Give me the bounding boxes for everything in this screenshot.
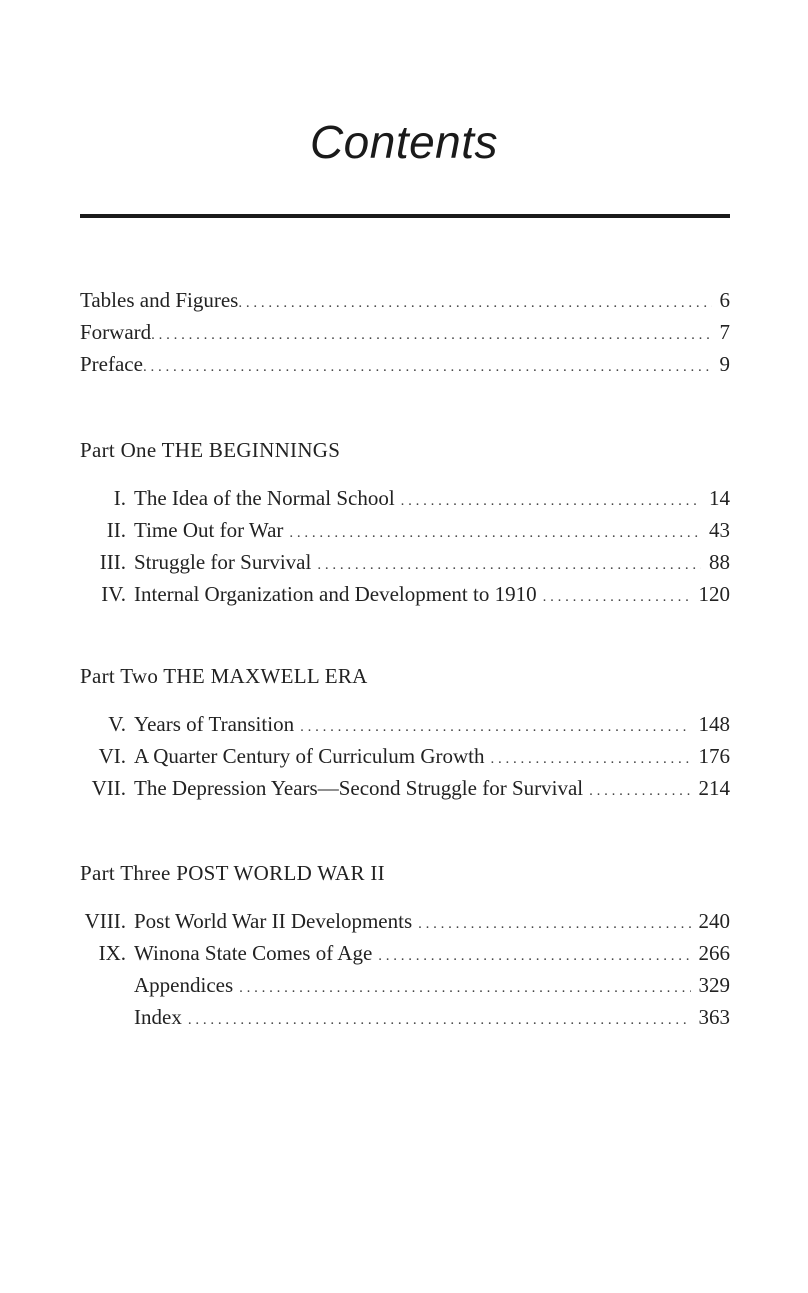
toc-entry-chapter-7[interactable] <box>80 772 730 804</box>
toc-entry-chapter-5[interactable] <box>80 708 730 740</box>
entry-page: 363 <box>698 1005 730 1029</box>
dot-leader <box>300 711 690 743</box>
entry-label: Preface <box>80 352 143 376</box>
entry-label: Post World War II Developments <box>134 909 413 933</box>
entry-label: Years of Transition <box>134 712 295 736</box>
entry-page: 88 <box>709 550 730 574</box>
chapter-number: VI. <box>98 744 126 768</box>
part-one-chapters <box>80 482 730 610</box>
toc-entry-chapter-3[interactable] <box>80 546 730 578</box>
toc-entry-chapter-1[interactable] <box>80 482 730 514</box>
entry-label: Time Out for War <box>134 518 284 542</box>
part-one-heading: Part One THE BEGINNINGS <box>80 438 341 462</box>
dot-leader <box>317 549 701 581</box>
entry-label: Forward <box>80 320 152 344</box>
entry-page: 176 <box>698 744 730 768</box>
dot-leader <box>589 775 690 807</box>
entry-page: 9 <box>719 352 730 376</box>
dot-leader <box>188 1004 691 1036</box>
part-two-chapters <box>80 708 730 804</box>
dot-leader <box>378 940 690 972</box>
entry-label: Tables and Figures <box>80 288 239 312</box>
dot-leader <box>401 485 701 517</box>
entry-page: 14 <box>709 486 730 510</box>
chapter-number: VIII. <box>84 909 126 933</box>
toc-entry-index[interactable] <box>80 1001 730 1033</box>
toc-entry-chapter-4[interactable] <box>80 578 730 610</box>
page-title: Contents <box>309 116 499 168</box>
entry-page: 7 <box>719 320 730 344</box>
toc-entry-appendices[interactable] <box>80 969 730 1001</box>
entry-page: 148 <box>698 712 730 736</box>
entry-label: A Quarter Century of Curriculum Growth <box>134 744 485 768</box>
dot-leader <box>151 319 711 351</box>
front-matter-list <box>80 284 730 380</box>
toc-entry-forward[interactable] <box>80 316 730 348</box>
entry-page: 43 <box>709 518 730 542</box>
part-three-heading: Part Three POST WORLD WAR II <box>80 861 385 885</box>
chapter-number: III. <box>99 550 126 574</box>
dot-leader <box>239 972 690 1004</box>
part-two-heading: Part Two THE MAXWELL ERA <box>80 664 368 688</box>
entry-label: Internal Organization and Development to 1910 <box>134 582 537 606</box>
entry-label: Struggle for Survival <box>134 550 312 574</box>
chapter-number: II. <box>106 518 126 542</box>
entry-label: Appendices <box>134 973 234 997</box>
entry-page: 266 <box>698 941 730 965</box>
entry-page: 6 <box>719 288 730 312</box>
chapter-number: I. <box>113 486 126 510</box>
dot-leader <box>143 351 712 383</box>
entry-label: Index <box>134 1005 182 1029</box>
chapter-number: IX. <box>98 941 126 965</box>
chapter-number: VII. <box>91 776 126 800</box>
toc-entry-preface[interactable] <box>80 348 730 380</box>
part-three-chapters <box>80 905 730 1033</box>
chapter-number: V. <box>108 712 126 736</box>
dot-leader <box>418 908 690 940</box>
dot-leader <box>543 581 691 613</box>
toc-entry-chapter-9[interactable] <box>80 937 730 969</box>
entry-label: The Depression Years—Second Struggle for Survival <box>134 776 584 800</box>
title-rule <box>80 214 730 218</box>
toc-entry-tables-and-figures[interactable] <box>80 284 730 316</box>
dot-leader <box>491 743 691 775</box>
dot-leader <box>289 517 701 549</box>
toc-entry-chapter-8[interactable] <box>80 905 730 937</box>
chapter-number: IV. <box>101 582 126 606</box>
entry-label: Winona State Comes of Age <box>134 941 373 965</box>
toc-entry-chapter-6[interactable] <box>80 740 730 772</box>
entry-page: 120 <box>698 582 730 606</box>
entry-page: 214 <box>698 776 730 800</box>
entry-page: 240 <box>698 909 730 933</box>
dot-leader <box>238 287 711 319</box>
entry-label: The Idea of the Normal School <box>134 486 395 510</box>
toc-entry-chapter-2[interactable] <box>80 514 730 546</box>
entry-page: 329 <box>698 973 730 997</box>
